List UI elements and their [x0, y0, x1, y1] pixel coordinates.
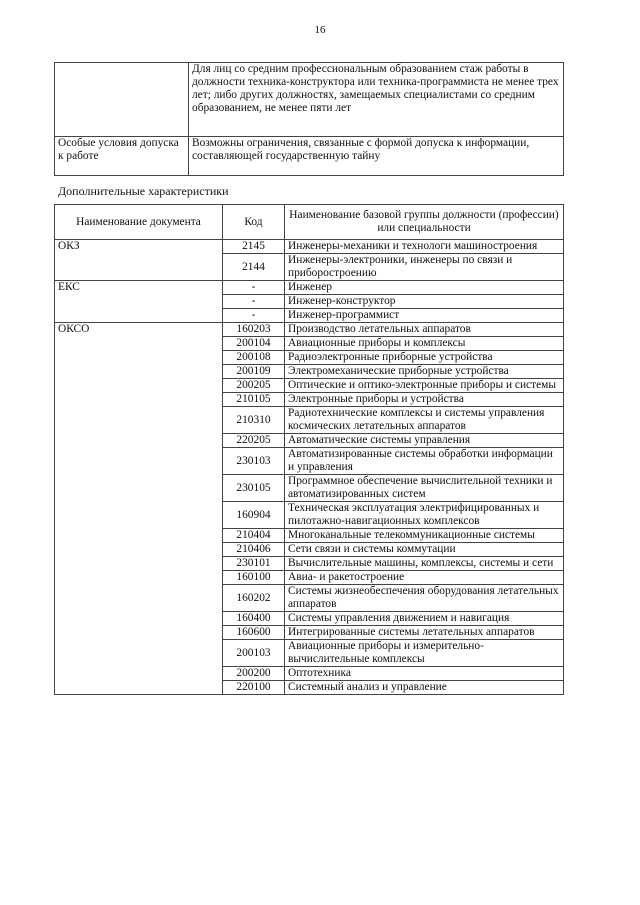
group-name-cell: Программное обеспечение вычислительной техники и автоматизированных систем — [285, 475, 564, 502]
row-label: Особые условия допуска к работе — [55, 137, 189, 176]
group-name-cell: Инженер-программист — [285, 309, 564, 323]
group-name-cell: Авиа- и ракетостроение — [285, 571, 564, 585]
document-name: ЕКС — [55, 281, 223, 323]
group-name-cell: Авиационные приборы и комплексы — [285, 337, 564, 351]
group-name-cell: Многоканальные телекоммуникационные системы — [285, 529, 564, 543]
table-row — [55, 240, 564, 254]
group-name-cell: Авиационные приборы и измерительно-вычислительные комплексы — [285, 640, 564, 667]
code-cell: 220100 — [223, 681, 285, 695]
group-name-cell: Инженеры-электроники, инженеры по связи и приборостроению — [285, 254, 564, 281]
group-name-cell: Оптотехника — [285, 667, 564, 681]
header-group-name: Наименование базовой группы должности (профессии) или специальности — [285, 205, 564, 240]
code-cell: 230103 — [223, 448, 285, 475]
group-name-cell: Производство летательных аппаратов — [285, 323, 564, 337]
code-cell: 160600 — [223, 626, 285, 640]
table-row — [55, 137, 564, 176]
group-name-cell: Системы управления движением и навигация — [285, 612, 564, 626]
code-cell: 220205 — [223, 434, 285, 448]
code-cell: 200200 — [223, 667, 285, 681]
code-cell: - — [223, 281, 285, 295]
code-cell: 160202 — [223, 585, 285, 612]
group-name-cell: Системы жизнеобеспечения оборудования летательных аппаратов — [285, 585, 564, 612]
code-cell: 160100 — [223, 571, 285, 585]
table-row — [55, 281, 564, 295]
code-cell: 210310 — [223, 407, 285, 434]
document-name: ОКЗ — [55, 240, 223, 281]
document-name: ОКСО — [55, 323, 223, 695]
code-cell: 200104 — [223, 337, 285, 351]
characteristics-table — [54, 204, 564, 695]
group-name-cell: Вычислительные машины, комплексы, системы и сети — [285, 557, 564, 571]
group-name-cell: Электромеханические приборные устройства — [285, 365, 564, 379]
code-cell: 230105 — [223, 475, 285, 502]
code-cell: 210105 — [223, 393, 285, 407]
code-cell: 160203 — [223, 323, 285, 337]
code-cell: 160904 — [223, 502, 285, 529]
header-code: Код — [223, 205, 285, 240]
code-cell: 200108 — [223, 351, 285, 365]
group-name-cell: Автоматизированные системы обработки информации и управления — [285, 448, 564, 475]
row-text: Возможны ограничения, связанные с формой допуска к информации, составляющей государственную тайну — [189, 137, 564, 176]
group-name-cell: Оптические и оптико-электронные приборы и системы — [285, 379, 564, 393]
table-header-row — [55, 205, 564, 240]
group-name-cell: Техническая эксплуатация электрифицированных и пилотажно-навигационных комплексов — [285, 502, 564, 529]
section-subtitle: Дополнительные характеристики — [58, 184, 229, 198]
group-name-cell: Инженеры-механики и технологи машиностроения — [285, 240, 564, 254]
code-cell: 2145 — [223, 240, 285, 254]
group-name-cell: Радиотехнические комплексы и системы управления космических летательных аппаратов — [285, 407, 564, 434]
code-cell: 210406 — [223, 543, 285, 557]
code-cell: 2144 — [223, 254, 285, 281]
code-cell: 160400 — [223, 612, 285, 626]
code-cell: 200103 — [223, 640, 285, 667]
row-text: Для лиц со средним профессиональным образованием стаж работы в должности техника-конструктора или техника-программиста не менее трех лет; либо других должностях, замещаемых специалистами со средним образованием, не менее пяти лет — [189, 63, 564, 137]
code-cell: - — [223, 295, 285, 309]
row-label — [55, 63, 189, 137]
group-name-cell: Интегрированные системы летательных аппаратов — [285, 626, 564, 640]
code-cell: 230101 — [223, 557, 285, 571]
group-name-cell: Инженер-конструктор — [285, 295, 564, 309]
code-cell: 200205 — [223, 379, 285, 393]
requirements-table — [54, 62, 564, 176]
group-name-cell: Автоматические системы управления — [285, 434, 564, 448]
group-name-cell: Инженер — [285, 281, 564, 295]
group-name-cell: Сети связи и системы коммутации — [285, 543, 564, 557]
code-cell: 210404 — [223, 529, 285, 543]
header-doc-name: Наименование документа — [55, 205, 223, 240]
page-number: 16 — [314, 24, 326, 36]
code-cell: 200109 — [223, 365, 285, 379]
group-name-cell: Электронные приборы и устройства — [285, 393, 564, 407]
group-name-cell: Системный анализ и управление — [285, 681, 564, 695]
group-name-cell: Радиоэлектронные приборные устройства — [285, 351, 564, 365]
table-row — [55, 63, 564, 137]
code-cell: - — [223, 309, 285, 323]
table-row — [55, 323, 564, 337]
